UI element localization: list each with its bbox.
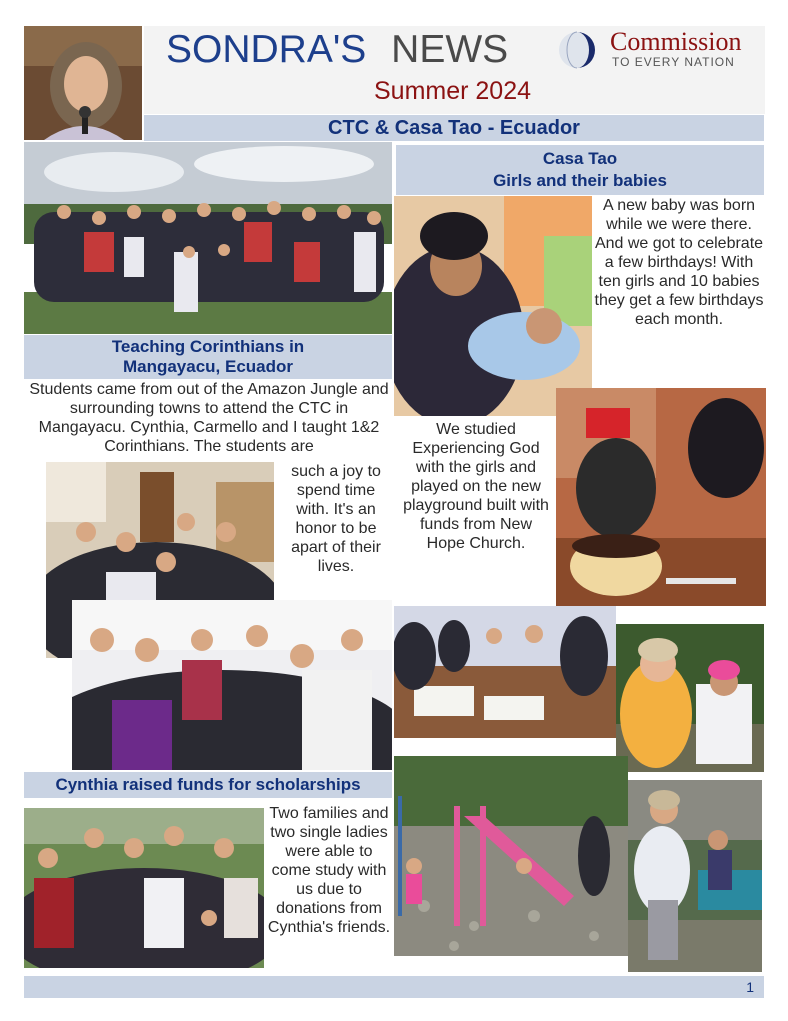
page-number: 1 bbox=[746, 979, 754, 995]
birthday-cake-photo bbox=[556, 388, 766, 606]
classroom-photo-2 bbox=[72, 600, 392, 770]
teaching-title-line2: Mangayacu, Ecuador bbox=[122, 357, 294, 376]
playground-slide-photo bbox=[394, 756, 628, 956]
newborn-photo bbox=[394, 196, 592, 416]
teaching-title-line1: Teaching Corinthians in bbox=[111, 337, 305, 356]
teaching-text-side: such a joy to spend time with. It's an honor to be apart of their lives. bbox=[291, 463, 381, 575]
bible-study-photo bbox=[394, 606, 616, 738]
casa-tao-study-text: We studied Experiencing God with the girls and played on the new playground built with funds from New Hope Church. bbox=[403, 421, 549, 552]
casa-tao-text: A new baby was born while we were there. And we got to celebrate a few birthdays! With ten girls and 10 babies they get a few birthdays each month. bbox=[594, 197, 764, 328]
teaching-text-top: Students came from out of the Amazon Jungle and surrounding towns to attend the CTC in Mangayacu. Cynthia, Carmello and I taught 1&2 Corinthians. The students are bbox=[29, 381, 389, 455]
title-news: NEWS bbox=[391, 28, 509, 71]
footer-bar bbox=[24, 976, 764, 998]
group-photo bbox=[24, 142, 392, 334]
teaching-header bbox=[24, 335, 392, 379]
org-name: Commission bbox=[610, 27, 742, 56]
casa-tao-subtitle: Girls and their babies bbox=[493, 171, 667, 190]
newsletter-title bbox=[166, 28, 546, 72]
organization-logo bbox=[556, 28, 766, 72]
globe-icon bbox=[556, 30, 598, 70]
page-banner: CTC & Casa Tao - Ecuador bbox=[144, 115, 764, 141]
scholarships-header: Cynthia raised funds for scholarships bbox=[24, 772, 392, 798]
bench-photo bbox=[628, 780, 762, 972]
casa-tao-header bbox=[396, 145, 764, 195]
swing-photo bbox=[616, 624, 764, 772]
season-label: Summer 2024 bbox=[373, 77, 532, 105]
scholarships-text: Two families and two single ladies were able to come study with us due to donations from Cynthia's friends. bbox=[267, 805, 391, 936]
scholarship-group-photo bbox=[24, 808, 264, 968]
title-sondras: SONDRA'S bbox=[166, 28, 367, 71]
casa-tao-title: Casa Tao bbox=[542, 149, 618, 168]
org-tagline: TO EVERY NATION bbox=[612, 55, 735, 69]
portrait-photo bbox=[24, 26, 142, 140]
